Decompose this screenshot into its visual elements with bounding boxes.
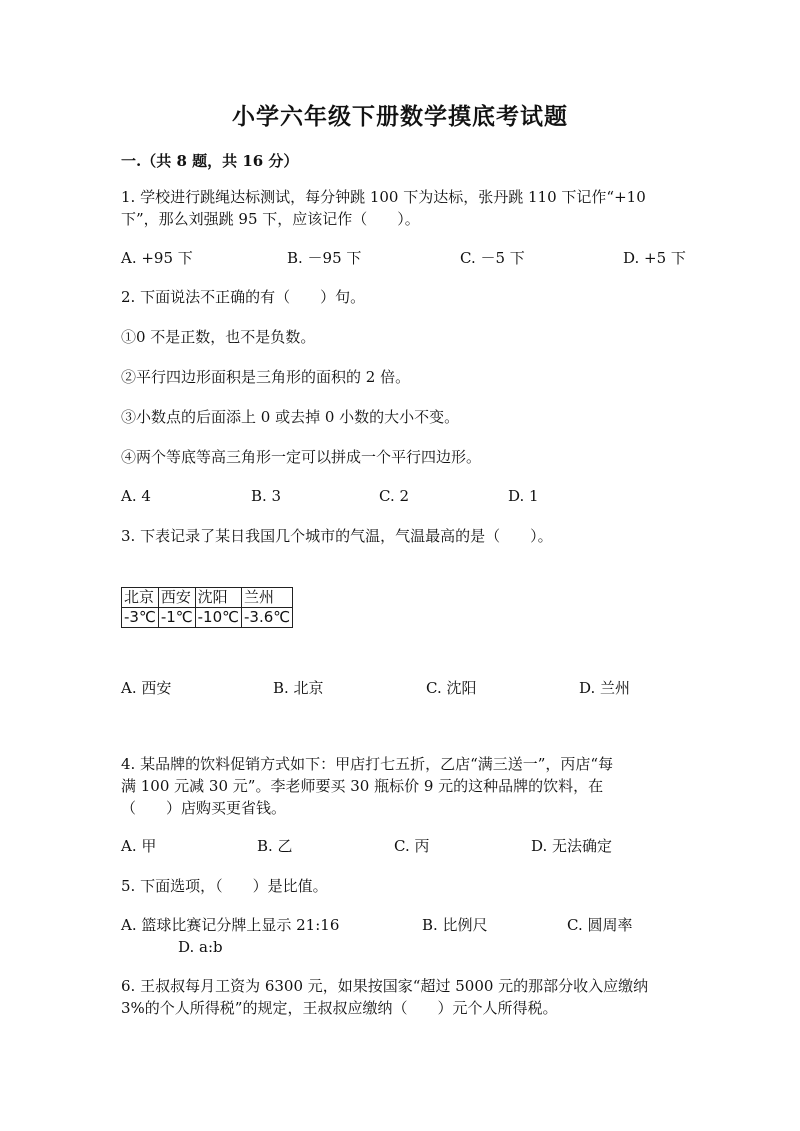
q1-option-d: D. +5 下 (623, 249, 686, 267)
q4-option-d: D. 无法确定 (531, 837, 613, 855)
q2-stem: 2. 下面说法不正确的有（ ）句。 (121, 288, 366, 306)
q1-option-b: B. －95 下 (287, 249, 362, 267)
q1-stem-line-1: 1. 学校进行跳绳达标测试，每分钟跳 100 下为达标，张丹跳 110 下记作“+10 (121, 188, 646, 206)
page-title: 小学六年级下册数学摸底考试题 (232, 103, 568, 130)
table-cell-temp: -1℃ (158, 608, 195, 628)
table-cell-city: 西安 (158, 588, 195, 608)
q4-option-a: A. 甲 (121, 837, 157, 855)
table-row (122, 588, 293, 608)
table-cell-temp: -3℃ (122, 608, 159, 628)
q4-option-c: C. 丙 (394, 837, 430, 855)
q2-statement-3: ③小数点的后面添上 0 或去掉 0 小数的大小不变。 (121, 408, 460, 426)
table-cell-temp: -3.6℃ (241, 608, 292, 628)
q3-option-b: B. 北京 (273, 679, 324, 697)
q4-option-b: B. 乙 (257, 837, 293, 855)
q1-option-a: A. +95 下 (121, 249, 193, 267)
q3-option-a: A. 西安 (121, 679, 172, 697)
q2-option-a: A. 4 (121, 487, 151, 505)
q6-stem-line-1: 6. 王叔叔每月工资为 6300 元，如果按国家“超过 5000 元的那部分收入应缴纳 (121, 977, 649, 995)
q4-stem-line-1: 4. 某品牌的饮料促销方式如下：甲店打七五折，乙店“满三送一”，丙店“每 (121, 755, 614, 773)
q5-stem: 5. 下面选项，（ ）是比值。 (121, 877, 328, 895)
q4-stem-line-2: 满 100 元减 30 元”。李老师要买 30 瓶标价 9 元的这种品牌的饮料，在 (121, 777, 604, 795)
q2-option-b: B. 3 (251, 487, 282, 505)
q2-statement-4: ④两个等底等高三角形一定可以拼成一个平行四边形。 (121, 448, 482, 466)
table-cell-city: 沈阳 (195, 588, 241, 608)
table-cell-city: 北京 (122, 588, 159, 608)
q3-option-c: C. 沈阳 (426, 679, 477, 697)
section-heading: 一.（共 8 题，共 16 分） (121, 152, 299, 170)
table-cell-temp: -10℃ (195, 608, 241, 628)
q5-option-d: D. a:b (178, 938, 223, 956)
table-row (122, 608, 293, 628)
temperature-table (121, 587, 293, 628)
q2-option-c: C. 2 (379, 487, 410, 505)
q1-stem-line-2: 下”，那么刘强跳 95 下，应该记作（ ）。 (121, 210, 420, 228)
q5-option-c: C. 圆周率 (567, 916, 633, 934)
q5-option-a: A. 篮球比赛记分牌上显示 21:16 (121, 916, 340, 934)
q4-stem-line-3: （ ）店购买更省钱。 (121, 799, 287, 817)
q2-statement-1: ①0 不是正数，也不是负数。 (121, 328, 316, 346)
q3-stem: 3. 下表记录了某日我国几个城市的气温，气温最高的是（ ）。 (121, 527, 553, 545)
q5-option-b: B. 比例尺 (422, 916, 488, 934)
table-cell-city: 兰州 (241, 588, 292, 608)
q3-option-d: D. 兰州 (579, 679, 631, 697)
q2-statement-2: ②平行四边形面积是三角形的面积的 2 倍。 (121, 368, 411, 386)
q2-option-d: D. 1 (508, 487, 539, 505)
q1-option-c: C. －5 下 (460, 249, 525, 267)
q6-stem-line-2: 3%的个人所得税”的规定，王叔叔应缴纳（ ）元个人所得税。 (121, 999, 558, 1017)
